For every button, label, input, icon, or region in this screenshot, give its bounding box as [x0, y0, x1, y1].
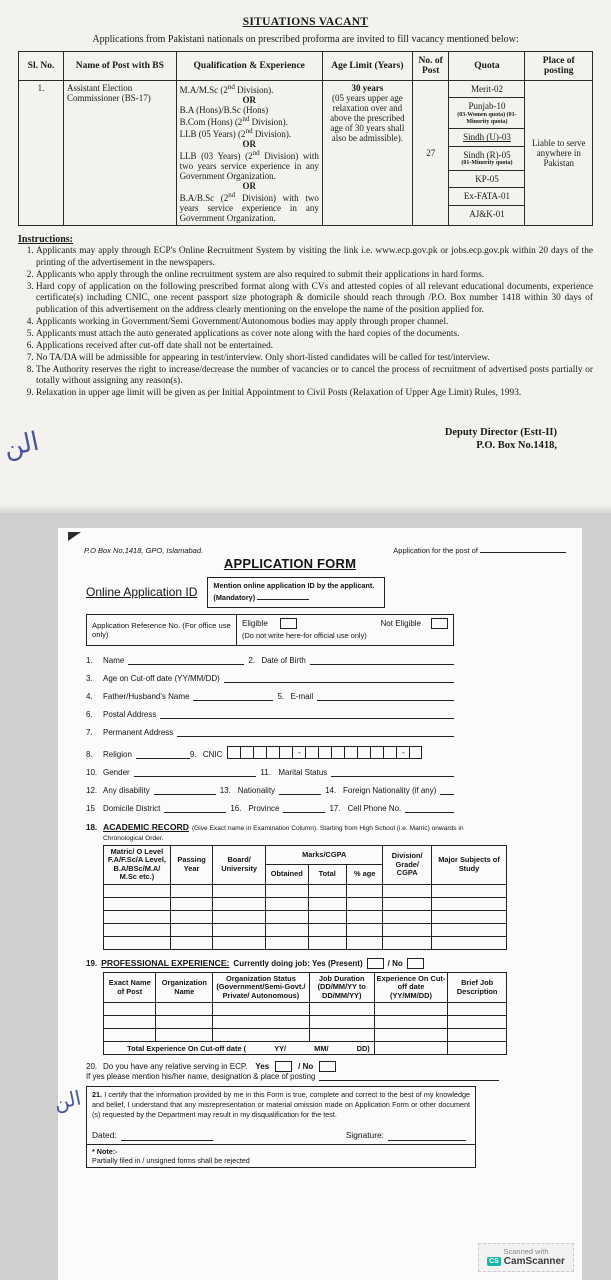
field-row-father-email — [86, 692, 458, 701]
handwritten-signature-mark-2: الن — [51, 1085, 84, 1115]
cell[interactable] — [308, 897, 346, 910]
field-label-email: E-mail — [290, 691, 314, 701]
gender-input[interactable] — [134, 768, 257, 777]
field-num: 5. — [277, 691, 285, 701]
cell[interactable] — [374, 1016, 447, 1029]
qual-line: LLB (05 Years) (2nd Division). — [179, 127, 292, 139]
section-title: PROFESSIONAL EXPERIENCE: — [101, 958, 230, 969]
table-row[interactable] — [104, 1029, 507, 1042]
po-box-text: P.O Box No.1418, GPO, Islamabad. — [84, 546, 204, 555]
eligible-checkbox[interactable] — [280, 618, 297, 629]
cell[interactable] — [104, 1003, 156, 1016]
list-item: 4. Applicants working in Government/Semi Government/Autonomous bodies may apply through proper channel. — [36, 317, 593, 329]
professional-experience-heading — [86, 958, 572, 969]
no-label: / No — [298, 1062, 314, 1072]
field-label-name: Name — [103, 655, 125, 665]
cell[interactable] — [309, 1029, 374, 1042]
qual-line: M.A/M.Sc (2nd Division). — [179, 83, 274, 95]
cell-age-limit — [322, 81, 412, 226]
declaration-box — [86, 1086, 476, 1145]
cell[interactable] — [104, 936, 171, 949]
cell[interactable] — [308, 923, 346, 936]
field-num: 3. — [86, 673, 93, 683]
cell[interactable] — [374, 1003, 447, 1016]
handwritten-signature-mark: الن — [1, 426, 42, 464]
list-item: 7. No TA/DA will be admissible for appearing in test/interview. Only short-listed candidates will be called for test/interview. — [36, 353, 593, 365]
foreign-nationality-input[interactable] — [440, 786, 454, 795]
field-label-foreign-nationality: Foreign Nationality (if any) — [343, 785, 437, 795]
cell[interactable] — [383, 897, 432, 910]
signature-label: Signature: — [345, 1129, 384, 1140]
cell[interactable] — [265, 923, 308, 936]
cell[interactable] — [448, 1042, 507, 1055]
cell[interactable] — [374, 1042, 447, 1055]
field-num: 4. — [86, 691, 93, 701]
field-label-religion: Religion — [103, 749, 132, 759]
total-experience-label — [104, 1042, 375, 1055]
cell[interactable] — [432, 897, 507, 910]
cell[interactable] — [383, 936, 432, 949]
field-label-gender: Gender — [103, 767, 130, 777]
col-total: Total — [308, 865, 346, 885]
age-input[interactable] — [224, 674, 454, 683]
eligible-label: Eligible — [242, 618, 268, 628]
yes-label: Yes — [255, 1062, 270, 1072]
relative-no-checkbox[interactable] — [319, 1061, 336, 1072]
application-for-post-input[interactable] — [480, 545, 566, 553]
camscanner-badge-icon: CS — [489, 1258, 499, 1265]
cell[interactable] — [383, 884, 432, 897]
age-rest: (05 years upper age relaxation over and above the prescribed age of 30 years shall also be admissible). — [330, 93, 405, 143]
province-input[interactable] — [283, 804, 325, 813]
instructions-list — [18, 246, 593, 400]
total-experience-row — [104, 1042, 507, 1055]
col-age: Age Limit (Years) — [322, 52, 412, 81]
table-header-row — [104, 845, 507, 865]
total-yy: YY/ — [274, 1043, 287, 1053]
field-label-marital: Marital Status — [278, 767, 328, 777]
cell[interactable] — [346, 884, 382, 897]
cell[interactable] — [383, 910, 432, 923]
qual-line: B.Com (Hons) (2nd Division). — [179, 115, 288, 127]
field-row-religion-cnic — [86, 746, 458, 759]
list-item: 1. Applicants may apply through ECP's Online Recruitment System by visiting the link i.e. www.ecp.gov.pk or jobs.ecp.gov.pk within 20 days of the printing of the advertisement in the newspapers. — [36, 246, 593, 269]
field-row-postal — [86, 710, 458, 719]
col-qual: Qualification & Experience — [176, 52, 322, 81]
currently-doing-job-label: Currently doing job: Yes (Present) — [233, 958, 363, 968]
quota-label: Sindh (U)-03 — [463, 132, 511, 143]
cell[interactable] — [213, 923, 266, 936]
declaration-text: I certify that the information provided by me in this Form is true, complete and correct to the best of my knowledge and belief, I understand that any misrepresentation or material omission made on Application Form or other document (s) requested by the Department may result in my disqualification for the test. — [92, 1090, 470, 1119]
religion-input[interactable] — [136, 750, 190, 759]
signatory-title: Deputy Director (Estt-II) — [444, 426, 557, 438]
cell[interactable] — [308, 936, 346, 949]
section-note: (Give Exact name in Examination Column). Starting from High School (i.e. Matric) onwards in — [191, 824, 464, 832]
list-item: 8. The Authority reserves the right to increase/decrease the number of vacancies or to cancel the process of recruitment of advertised posts partially or totally without assigning any reason(s). — [36, 365, 593, 388]
cell[interactable] — [265, 884, 308, 897]
cell[interactable] — [265, 936, 308, 949]
cell[interactable] — [346, 910, 382, 923]
quota-row — [449, 81, 524, 98]
cnic-digit[interactable] — [370, 746, 383, 759]
section-num: 18. — [86, 822, 98, 832]
quota-label: Sindh (R)-05 — [463, 149, 511, 160]
eligibility-block — [236, 614, 454, 646]
note-text: Partially filed in / unsigned forms shall be rejected — [92, 1155, 250, 1165]
cell[interactable] — [213, 897, 266, 910]
professional-experience-table — [103, 972, 507, 1056]
col-obtained: Obtained — [265, 865, 308, 885]
cell[interactable] — [213, 1029, 310, 1042]
form-title: APPLICATION FORM — [223, 556, 357, 571]
cell[interactable] — [170, 923, 213, 936]
cell[interactable] — [156, 1003, 213, 1016]
signatory-block — [18, 426, 593, 453]
field-label-dob: Date of Birth — [261, 655, 306, 665]
page-subtitle: Applications from Pakistani nationals on prescribed proforma are invited to fill vacancy mentioned below: — [92, 34, 519, 45]
cell[interactable] — [308, 884, 346, 897]
cell-place-of-posting: Liable to serve anywhere in Pakistan — [525, 81, 593, 226]
nationality-input[interactable] — [279, 786, 321, 795]
field-num: 17. — [329, 803, 341, 813]
list-item: 6. Applications received after cut-off date shall not be entertained. — [36, 341, 593, 353]
quota-label: Punjab-10 — [468, 101, 506, 112]
quota-row — [449, 129, 524, 146]
field-num: 7. — [86, 727, 93, 737]
watermark-line2 — [485, 1256, 567, 1267]
col-marks-cgpa: Marks/CGPA — [265, 845, 382, 865]
online-application-id-row — [68, 577, 572, 608]
table-row[interactable] — [104, 936, 507, 949]
field-label-domicile: Domicile District — [103, 803, 161, 813]
list-item: 2. Applicants who apply through the online recruitment system are also required to submit their applications in hard forms. — [36, 270, 593, 282]
col-major-subjects: Major Subjects of Study — [432, 845, 507, 884]
cell[interactable] — [170, 884, 213, 897]
cell-qualification — [176, 81, 322, 226]
list-item: 3. Hard copy of application on the following prescribed format along with CVs and attested copies of all relevant educational documents, experience certificate(s) including CNIC, one recent passport size photograph & domicile should reach through /P.O. Box number 1418 within 30 days of publication of this advertisement on the address clearly mentioning on the envelope the name of the position applied for. — [36, 282, 593, 317]
col-organization-status: Organization Status (Government/Semi-Govt./ Private/ Autonomous) — [213, 972, 310, 1003]
cell[interactable] — [448, 1016, 507, 1029]
online-application-id-note: Mention online application ID by the applicant. (Mandatory) — [213, 581, 375, 602]
declaration-signature-row — [92, 1130, 470, 1141]
cell[interactable] — [170, 936, 213, 949]
cell[interactable] — [383, 923, 432, 936]
disability-input[interactable] — [154, 786, 216, 795]
field-num: 2. — [248, 655, 256, 665]
reference-no-label: Application Reference No. (For office use only) — [86, 614, 236, 646]
form-top-row — [68, 536, 572, 555]
qual-line: OR — [242, 181, 256, 191]
field-label-province: Province — [248, 803, 280, 813]
field-row-disability-nationality — [86, 786, 458, 795]
field-row-domicile-province-phone — [86, 804, 458, 813]
cell[interactable] — [448, 1003, 507, 1016]
table-row[interactable] — [104, 884, 507, 897]
online-application-id-label: Online Application ID — [86, 585, 198, 600]
signatory-address: P.O. Box No.1418, — [476, 440, 557, 452]
cell-phone-input[interactable] — [405, 804, 454, 813]
cell-sl-no: 1. — [19, 81, 64, 226]
personal-fields — [86, 656, 458, 813]
field-num: 10. — [86, 767, 98, 777]
table-header-row — [19, 52, 593, 81]
cell[interactable] — [104, 1029, 156, 1042]
col-sl-no: Sl. No. — [19, 52, 64, 81]
col-job-duration: Job Duration (DD/MM/YY to DD/MM/YY) — [309, 972, 374, 1003]
quota-row — [449, 205, 524, 222]
field-num: 16. — [230, 803, 242, 813]
field-num: 8. — [86, 749, 93, 759]
field-label-permanent: Permanent Address — [103, 727, 174, 737]
col-board-university: Board/ University — [213, 845, 266, 884]
table-row[interactable] — [104, 897, 507, 910]
cell[interactable] — [309, 1016, 374, 1029]
cell[interactable] — [432, 923, 507, 936]
field-num: 9. — [189, 749, 197, 759]
cnic-digit[interactable] — [305, 746, 318, 759]
table-row[interactable] — [104, 1016, 507, 1029]
qual-line: B.A (Hons)/B.Sc (Hons) — [179, 105, 269, 115]
watermark-line1: Scanned with — [503, 1247, 549, 1256]
table-row[interactable] — [104, 1003, 507, 1016]
field-label-disability: Any disability — [103, 785, 150, 795]
quota-label: KP-05 — [475, 174, 499, 185]
quota-row — [449, 171, 524, 188]
col-job-description: Brief Job Description — [448, 972, 507, 1003]
field-num: 1. — [86, 655, 93, 665]
domicile-input[interactable] — [164, 804, 226, 813]
field-label-postal: Postal Address — [103, 709, 157, 719]
marital-status-input[interactable] — [331, 768, 454, 777]
relative-details-input[interactable] — [319, 1072, 499, 1081]
quota-label: AJ&K-01 — [469, 208, 505, 219]
cell[interactable] — [104, 884, 171, 897]
cell[interactable] — [346, 897, 382, 910]
cell-no-of-post: 27 — [412, 81, 449, 226]
currently-doing-job-no-label: / No — [387, 958, 403, 968]
application-for-post — [393, 545, 566, 555]
note-label: * Note:- — [92, 1146, 118, 1156]
field-num: 6. — [86, 709, 93, 719]
declaration-num: 21. — [92, 1090, 102, 1100]
office-use-note: (Do not write here-for official use only) — [242, 630, 367, 640]
col-post: Name of Post with BS — [64, 52, 177, 81]
online-application-id-box[interactable] — [207, 577, 385, 608]
cell[interactable] — [104, 910, 171, 923]
corner-fold-icon — [68, 532, 81, 541]
eligibility-line — [242, 618, 448, 629]
field-row-age — [86, 674, 458, 683]
quota-note: (03-Women quota) (01- Minority quota) — [457, 111, 517, 125]
quota-row — [449, 188, 524, 205]
col-quota: Quota — [449, 52, 525, 81]
dated-label: Dated: — [92, 1129, 117, 1140]
advertisement-sheet — [0, 0, 611, 513]
cell[interactable] — [309, 1003, 374, 1016]
academic-record-table — [103, 845, 507, 950]
relative-yes-checkbox[interactable] — [275, 1061, 292, 1072]
cell[interactable] — [448, 1029, 507, 1042]
cnic-dash: - — [292, 746, 305, 759]
quota-label: Ex-FATA-01 — [463, 191, 511, 202]
list-item: 5. Applicants must attach the auto generated applications as cover note along with the hard copies of the documents. — [36, 329, 593, 341]
field-label-father: Father/Husband's Name — [103, 691, 190, 701]
quota-subtable — [449, 81, 524, 222]
cell[interactable] — [346, 923, 382, 936]
cnic-digit[interactable] — [318, 746, 331, 759]
field-num: 12. — [86, 785, 98, 795]
instructions-heading: Instructions: — [18, 234, 74, 245]
cnic-digit[interactable] — [240, 746, 253, 759]
relative-in-ecp-label: Do you have any relative serving in ECP. — [103, 1062, 248, 1072]
cnic-digit[interactable] — [227, 746, 240, 759]
col-no-post: No. of Post — [412, 52, 449, 81]
col-division-grade: Division/ Grade/ CGPA — [383, 845, 432, 884]
dated-input[interactable] — [121, 1132, 213, 1141]
cnic-digit[interactable] — [383, 746, 396, 759]
section-title: ACADEMIC RECORD — [103, 821, 189, 832]
cell[interactable] — [104, 923, 171, 936]
relative-details-row — [86, 1072, 572, 1081]
quota-row — [449, 98, 524, 129]
field-num: 15 — [86, 803, 95, 813]
name-input[interactable] — [128, 656, 244, 665]
field-row-name-dob — [86, 656, 458, 665]
cell[interactable] — [170, 910, 213, 923]
not-eligible-label: Not Eligible — [380, 618, 421, 628]
cell[interactable] — [156, 1029, 213, 1042]
currently-doing-job-no-checkbox[interactable] — [407, 958, 424, 969]
application-for-post-label: Application for the post of — [393, 546, 478, 555]
age-bold: 30 years — [351, 83, 384, 93]
signature-input[interactable] — [388, 1132, 466, 1141]
reference-bar — [86, 614, 454, 646]
qual-line: OR — [242, 139, 256, 149]
watermark-brand: CamScanner — [503, 1256, 565, 1267]
academic-record-heading — [86, 822, 572, 832]
cell[interactable] — [346, 936, 382, 949]
field-num: 14. — [325, 785, 337, 795]
col-level: Matric/ O Level F.A/F.Sc/A Level, B.A/BSc/M.A/ M.Sc etc.) — [104, 845, 171, 884]
field-label-cnic: CNIC — [202, 749, 223, 759]
field-label-nationality: Nationality — [237, 785, 276, 795]
dob-input[interactable] — [310, 656, 454, 665]
cell[interactable] — [308, 910, 346, 923]
not-eligible-checkbox[interactable] — [431, 618, 448, 629]
cnic-digit[interactable] — [253, 746, 266, 759]
relative-details-label: If yes please mention his/her name, designation & place of posting — [86, 1072, 316, 1082]
father-name-input[interactable] — [193, 692, 273, 701]
postal-address-input[interactable] — [160, 710, 454, 719]
academic-note-2: Chronological Order. — [103, 834, 164, 842]
cell[interactable] — [213, 936, 266, 949]
cell[interactable] — [213, 1003, 310, 1016]
field-label-age: Age on Cut-off date (YY/MM/DD) — [103, 673, 220, 683]
list-item: 9. Relaxation in upper age limit will be given as per Initial Appointment to Civil Posts (Relaxation of Upper Age Limit) Rules, 1993. — [36, 388, 593, 400]
total-experience-text: Total Experience On Cut-off date ( — [127, 1043, 247, 1053]
qual-line: LLB (03 Years) (2nd Division) with two years service experience in any Government Organization. — [179, 149, 319, 181]
cell[interactable] — [432, 910, 507, 923]
col-percentage: % age — [346, 865, 382, 885]
total-dd: DD) — [356, 1043, 370, 1053]
online-application-id-input[interactable] — [257, 592, 309, 600]
vacancy-table — [18, 51, 593, 226]
table-row[interactable] — [104, 910, 507, 923]
cell[interactable] — [265, 897, 308, 910]
col-passing-year: Passing Year — [170, 845, 213, 884]
field-row-permanent — [86, 728, 458, 737]
application-form-sheet — [51, 528, 582, 1280]
cnic-digit[interactable] — [266, 746, 279, 759]
cnic-digit[interactable] — [331, 746, 344, 759]
cell[interactable] — [104, 897, 171, 910]
relative-in-ecp-row — [86, 1061, 572, 1072]
cnic-input[interactable] — [227, 746, 422, 759]
permanent-address-input[interactable] — [177, 728, 454, 737]
cell[interactable] — [156, 1016, 213, 1029]
cell[interactable] — [170, 897, 213, 910]
cnic-digit[interactable] — [279, 746, 292, 759]
field-num: 13. — [219, 785, 231, 795]
col-place: Place of posting — [525, 52, 593, 81]
note-box — [86, 1145, 476, 1168]
total-mm: MM/ — [314, 1043, 329, 1053]
table-row — [19, 81, 593, 226]
qual-line: OR — [242, 95, 256, 105]
cell[interactable] — [374, 1029, 447, 1042]
field-num: 11. — [260, 767, 271, 777]
cell[interactable] — [213, 910, 266, 923]
cell[interactable] — [432, 884, 507, 897]
cell-post: Assistant Election Commissioner (BS-17) — [64, 81, 177, 226]
question-num: 20. — [86, 1062, 98, 1072]
field-row-gender-marital — [86, 768, 458, 777]
currently-doing-job-yes-checkbox[interactable] — [367, 958, 384, 969]
cell[interactable] — [265, 910, 308, 923]
table-row[interactable] — [104, 923, 507, 936]
field-label-cell-phone: Cell Phone No. — [347, 803, 402, 813]
cnic-digit[interactable] — [357, 746, 370, 759]
camscanner-watermark — [478, 1243, 574, 1272]
col-organization-name: Organization Name — [156, 972, 213, 1003]
quota-label: Merit-02 — [470, 84, 503, 94]
cell[interactable] — [213, 1016, 310, 1029]
page-title: SITUATIONS VACANT — [242, 16, 369, 28]
cell[interactable] — [432, 936, 507, 949]
quota-row — [449, 146, 524, 170]
cnic-dash: - — [396, 746, 409, 759]
col-exact-post: Exact Name of Post — [104, 972, 156, 1003]
table-header-row — [104, 972, 507, 1003]
cell-quota — [449, 81, 525, 226]
section-num: 19. — [86, 958, 98, 968]
cell[interactable] — [213, 884, 266, 897]
col-experience-cutoff: Experience On Cut-off date (YY/MM/DD) — [374, 972, 447, 1003]
cnic-digit[interactable] — [344, 746, 357, 759]
cell[interactable] — [104, 1016, 156, 1029]
cnic-digit[interactable] — [409, 746, 422, 759]
quota-note: (01-Minority quota) — [461, 160, 513, 167]
email-input[interactable] — [317, 692, 454, 701]
qual-line: B.A/B.Sc (2nd Division) with two years service experience in any Government Organization. — [179, 191, 319, 223]
